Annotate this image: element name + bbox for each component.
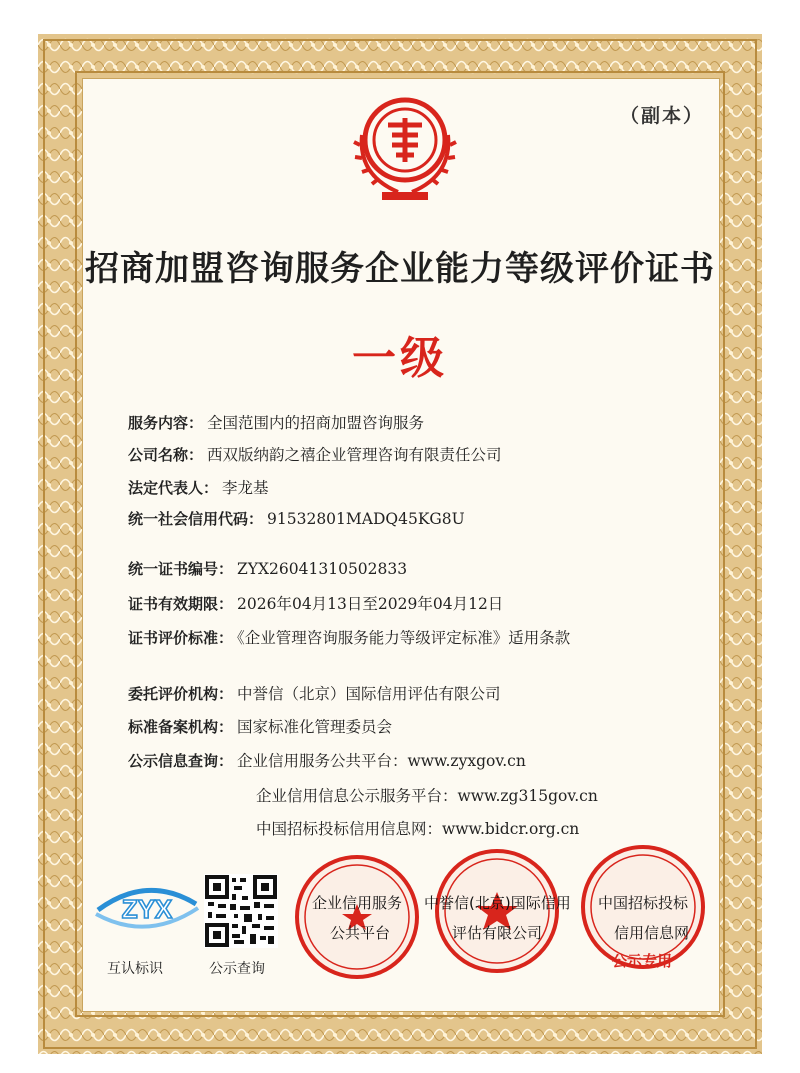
field-public-query <box>128 749 526 771</box>
field-label: 委托评价机构： <box>128 685 234 703</box>
seal-credit-service-icon <box>292 852 422 982</box>
field-value: 《企业管理咨询服务能力等级评定标准》适用条款 <box>237 629 571 647</box>
credit-emblem-icon <box>340 80 470 210</box>
field-validity-period <box>128 592 503 614</box>
field-service-content <box>128 411 424 433</box>
seal1-text-line1: 企业信用服务 <box>312 894 403 912</box>
qr-code-icon <box>204 874 278 948</box>
field-value: 李龙基 <box>222 479 269 497</box>
logo-text: ZYX <box>121 894 173 924</box>
field-evaluation-standard <box>128 626 570 648</box>
field-label: 公司名称： <box>128 446 204 464</box>
copy-label: （副本） <box>620 105 705 127</box>
seal2-text-line2: 评估有限公司 <box>452 924 543 942</box>
field-label: 法定代表人： <box>128 479 219 497</box>
seal3-text-line2: 信用信息网 <box>614 924 690 942</box>
field-value: 2026年04月13日至2029年04月12日 <box>237 595 504 613</box>
certificate-title: 招商加盟咨询服务企业能力等级评价证书 <box>85 249 715 289</box>
field-certificate-number <box>128 558 407 579</box>
field-company-name <box>128 443 502 465</box>
field-label: 证书评价标准： <box>128 629 234 647</box>
field-label: 统一证书编号： <box>128 560 234 578</box>
query-platform-3: 中国招标投标信用信息网：www.bidcr.org.cn <box>256 820 580 838</box>
zyx-logo-icon <box>92 880 202 934</box>
field-label: 标准备案机构： <box>128 718 234 736</box>
query-platform-2: 企业信用信息公示服务平台：www.zg315gov.cn <box>256 787 598 805</box>
field-label: 服务内容： <box>128 414 204 432</box>
field-value: 国家标准化管理委员会 <box>237 718 393 736</box>
seal2-text-line1: 中誉信(北京)国际信用 <box>424 894 571 912</box>
seal3-tag: 公示专用 <box>612 952 673 970</box>
field-value: ZYX26041310502833 <box>237 560 408 578</box>
field-value: 企业信用服务公共平台：www.zyxgov.cn <box>237 752 526 770</box>
field-value: 西双版纳韵之禧企业管理咨询有限责任公司 <box>207 446 502 464</box>
seal1-text-line2: 公共平台 <box>330 924 391 942</box>
field-filing-agency <box>128 715 392 737</box>
field-value: 91532801MADQ45KG8U <box>267 510 465 528</box>
logo-caption: 互认标识 <box>107 961 163 977</box>
field-legal-representative <box>128 476 269 498</box>
qr-caption: 公示查询 <box>209 961 265 977</box>
field-label: 证书有效期限： <box>128 595 234 613</box>
seal3-text-line1: 中国招标投标 <box>598 894 689 912</box>
certificate-level: 一级 <box>352 333 448 384</box>
field-evaluation-agency <box>128 682 501 704</box>
field-label: 公示信息查询： <box>128 752 234 770</box>
field-value: 全国范围内的招商加盟咨询服务 <box>207 414 425 432</box>
field-credit-code <box>128 508 465 529</box>
field-label: 统一社会信用代码： <box>128 510 264 528</box>
field-value: 中誉信（北京）国际信用评估有限公司 <box>237 685 501 703</box>
